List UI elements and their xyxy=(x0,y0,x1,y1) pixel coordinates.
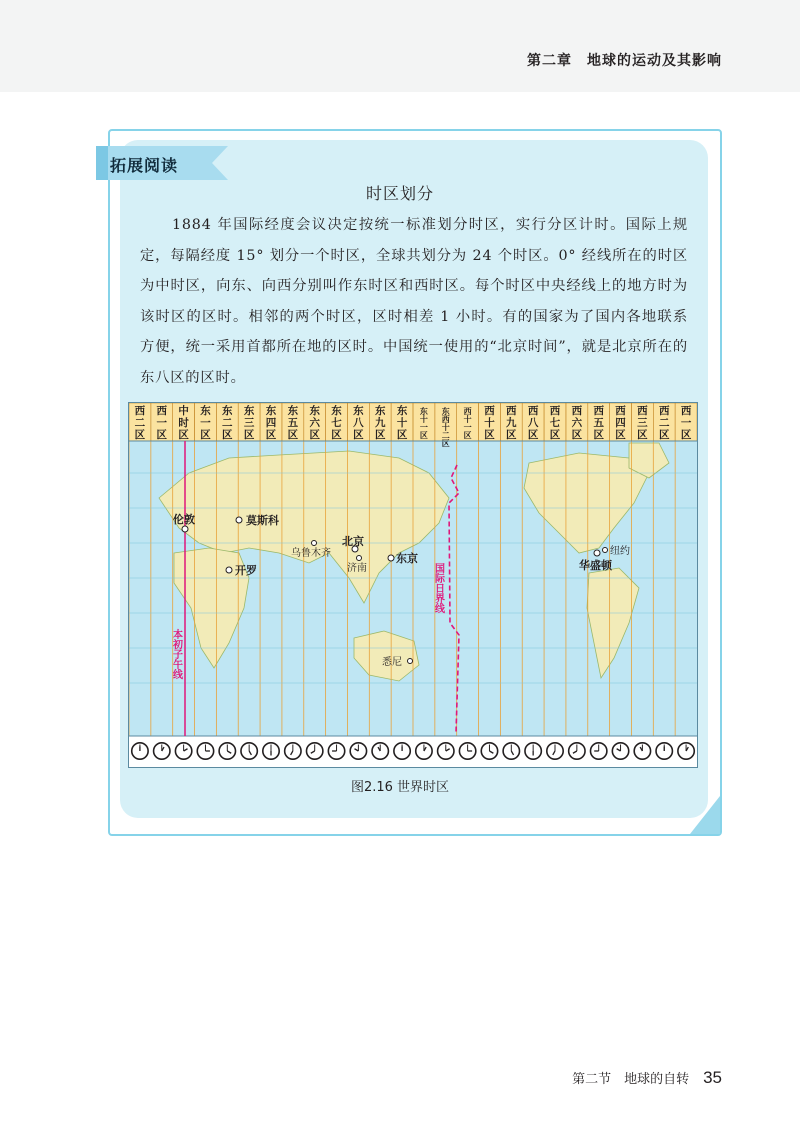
zone-label: 东十一区 xyxy=(419,406,428,440)
clock-icon xyxy=(350,743,366,759)
zone-label: 东一区 xyxy=(200,405,211,441)
zone-label: 西一区 xyxy=(156,405,168,441)
zone-label: 西十区 xyxy=(484,405,495,441)
reading-paragraph xyxy=(140,210,688,393)
clock-icon xyxy=(219,743,235,759)
sydney-dot xyxy=(408,659,413,664)
zone-label: 东二区 xyxy=(222,405,233,441)
clock-icon xyxy=(678,743,694,759)
zone-label: 东五区 xyxy=(287,405,299,441)
moscow-dot xyxy=(236,517,242,523)
paragraph-text: 1884 年国际经度会议决定按统一标准划分时区，实行分区计时。国际上规定，每隔经度 15° 划分一个时区，全球共划分为 24 个时区。0° 经线所在的时区为中时区，向东、向西分别叫作东时区和西时区。每个时区中央经线上的地方时为该时区的区时。相邻的两个时区，区时相差 1 小时。有的国家为了国内各地联系方便，统一采用首都所在地的区时。中国统一使用的“北京时间”，就是北京所在的东八区的区时。 xyxy=(140,217,688,386)
figure-caption: 图2.16 世界时区 xyxy=(350,780,450,795)
zone-label: 西五区 xyxy=(593,405,604,441)
clock-icon xyxy=(394,743,410,759)
clock-icon xyxy=(481,743,497,759)
zone-label: 中时区 xyxy=(178,405,189,441)
clock-icon xyxy=(634,743,650,759)
clock-icon xyxy=(175,743,191,759)
clock-icon xyxy=(569,743,585,759)
city-moscow: 莫斯科 xyxy=(246,514,279,527)
chapter-title: 第二章 地球的运动及其影响 xyxy=(527,53,722,69)
zone-label: 东十区 xyxy=(396,405,408,441)
city-london: 伦敦 xyxy=(173,513,195,526)
page-fold-corner xyxy=(690,796,720,834)
london-dot xyxy=(182,526,188,532)
clock-icon xyxy=(306,743,322,759)
zone-label: 西七区 xyxy=(549,405,561,441)
clock-icon xyxy=(372,743,388,759)
zone-label: 西八区 xyxy=(527,405,539,441)
zone-label: 西二区 xyxy=(658,405,670,441)
tokyo-dot xyxy=(388,555,394,561)
tag-label: 拓展阅读 xyxy=(110,156,179,175)
clock-icon xyxy=(525,743,541,759)
city-urumqi: 乌鲁木齐 xyxy=(291,548,331,559)
zone-label: 西十一区 xyxy=(463,406,472,440)
zone-label: 西六区 xyxy=(571,405,583,441)
reading-title: 时区划分 xyxy=(365,184,434,203)
urumqi-dot xyxy=(312,541,317,546)
clock-icon xyxy=(656,743,672,759)
washington-dot xyxy=(594,550,600,556)
jinan-dot xyxy=(357,556,362,561)
world-time-zone-map xyxy=(129,403,697,767)
city-beijing: 北京 xyxy=(342,535,364,548)
date-line-label: 国际日界线 xyxy=(432,563,444,613)
clock-icon xyxy=(503,743,519,759)
clock-icon xyxy=(328,743,344,759)
clock-icon xyxy=(263,743,279,759)
city-tokyo: 东京 xyxy=(396,552,418,565)
zone-label: 东六区 xyxy=(309,405,320,441)
clock-icon xyxy=(241,743,257,759)
chapter-header xyxy=(0,0,800,92)
page-number: 35 xyxy=(703,1068,722,1087)
zone-label: 东三区 xyxy=(243,405,255,441)
clock-row xyxy=(132,743,695,759)
city-jinan: 济南 xyxy=(347,563,367,574)
clock-icon xyxy=(438,743,454,759)
zone-label: 东八区 xyxy=(353,405,364,441)
clock-icon xyxy=(285,743,301,759)
cairo-dot xyxy=(226,567,232,573)
zone-label: 西二区 xyxy=(134,405,146,441)
zone-label: 西三区 xyxy=(637,405,648,441)
zone-label: 东九区 xyxy=(374,405,386,441)
zone-label: 东西十二区 xyxy=(441,406,450,448)
clock-icon xyxy=(590,743,606,759)
city-washington: 华盛顿 xyxy=(579,559,612,572)
zone-label: 西九区 xyxy=(506,405,517,441)
clock-icon xyxy=(132,743,148,759)
footer-section: 第二节 地球的自转 xyxy=(572,1072,690,1087)
clock-icon xyxy=(416,743,432,759)
newyork-dot xyxy=(603,548,608,553)
clock-icon xyxy=(547,743,563,759)
clock-icon xyxy=(612,743,628,759)
zone-label: 西一区 xyxy=(680,405,692,441)
prime-meridian-label: 本初子午线 xyxy=(170,629,182,679)
zone-label: 西四区 xyxy=(615,405,626,441)
zone-label: 东四区 xyxy=(265,405,277,441)
city-sydney: 悉尼 xyxy=(382,657,402,668)
city-cairo: 开罗 xyxy=(235,564,257,577)
clock-icon xyxy=(154,743,170,759)
clock-icon xyxy=(459,743,475,759)
zone-label: 东七区 xyxy=(331,405,342,441)
page-footer xyxy=(572,1068,722,1088)
city-newyork: 纽约 xyxy=(610,546,630,557)
clock-icon xyxy=(197,743,213,759)
